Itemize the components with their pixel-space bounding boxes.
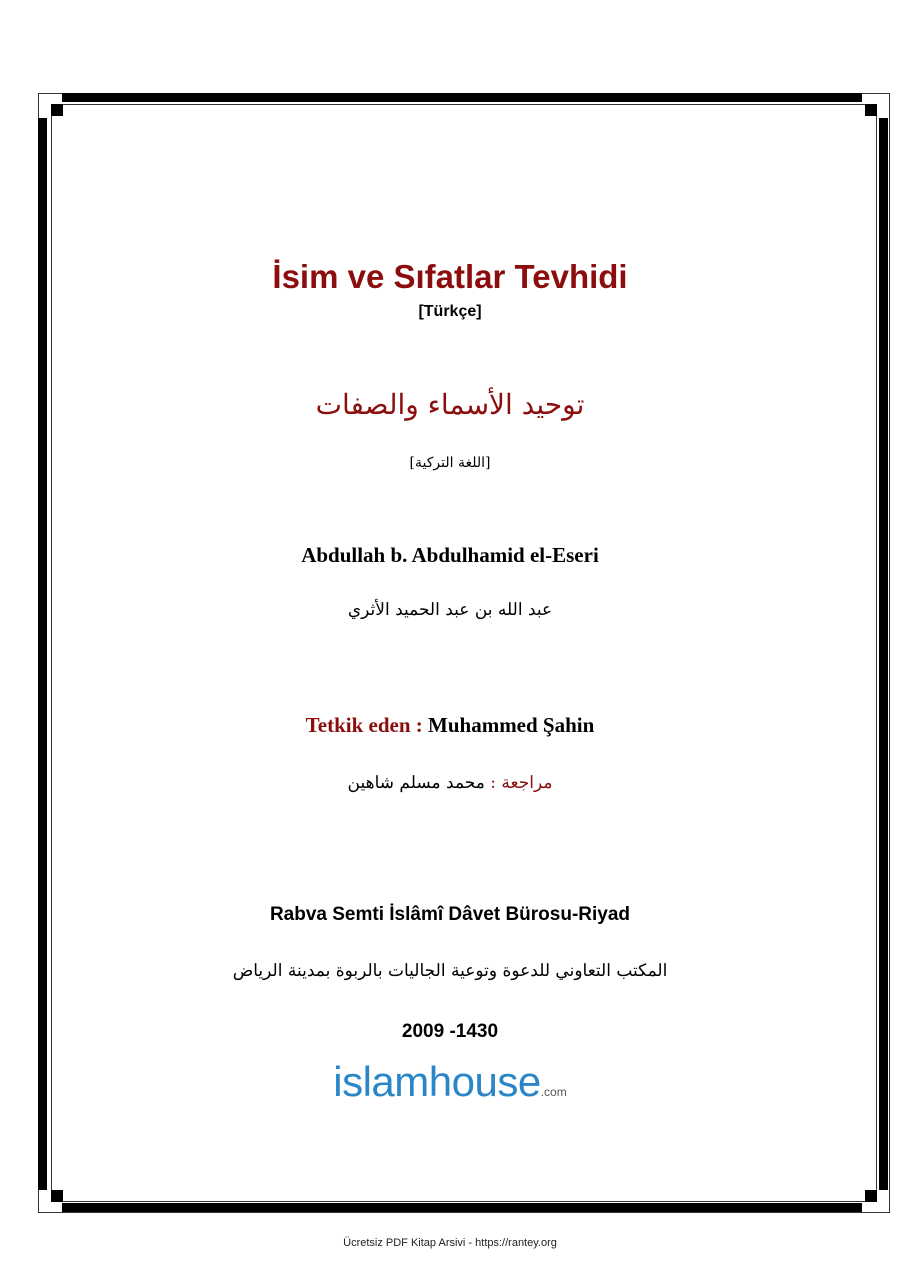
frame-corner-top-right [865,104,877,116]
publication-year: 2009 -1430 [401,1021,499,1042]
logo-text: islamhouse [333,1058,541,1105]
language-label: [Türkçe] [418,303,482,320]
office-name: Rabva Semti İslâmî Dâvet Bürosu-Riyad [269,904,631,925]
reviewer-line [0,713,900,738]
frame-top-bar [62,93,862,102]
arabic-author-name: عبد الله بن عبد الحميد الأثري [347,600,553,620]
author-name: Abdullah b. Abdulhamid el-Eseri [301,543,599,567]
frame-corner-top-left [51,104,63,116]
frame-bottom-bar [62,1203,862,1212]
arabic-office-name: المكتب التعاوني للدعوة وتوعية الجاليات بالربوة بمدينة الرياض [232,961,668,981]
frame-corner-bottom-right [865,1190,877,1202]
arabic-reviewer-line [0,773,900,793]
arabic-reviewer-name: محمد مسلم شاهين [347,773,485,793]
document-title: İsim ve Sıfatlar Tevhidi [272,258,628,295]
reviewer-name: Muhammed Şahin [428,713,595,737]
footer-text: Ücretsiz PDF Kitap Arsivi - https://rantey.org [343,1237,557,1249]
arabic-reviewer-label: مراجعة : [490,773,553,793]
arabic-title: توحيد الأسماء والصفات [315,388,585,421]
reviewer-label: Tetkik eden : [305,713,423,737]
islamhouse-logo [0,1058,900,1106]
logo-suffix: .com [540,1085,567,1099]
arabic-language-label: [اللغة التركية] [409,455,491,471]
frame-corner-bottom-left [51,1190,63,1202]
